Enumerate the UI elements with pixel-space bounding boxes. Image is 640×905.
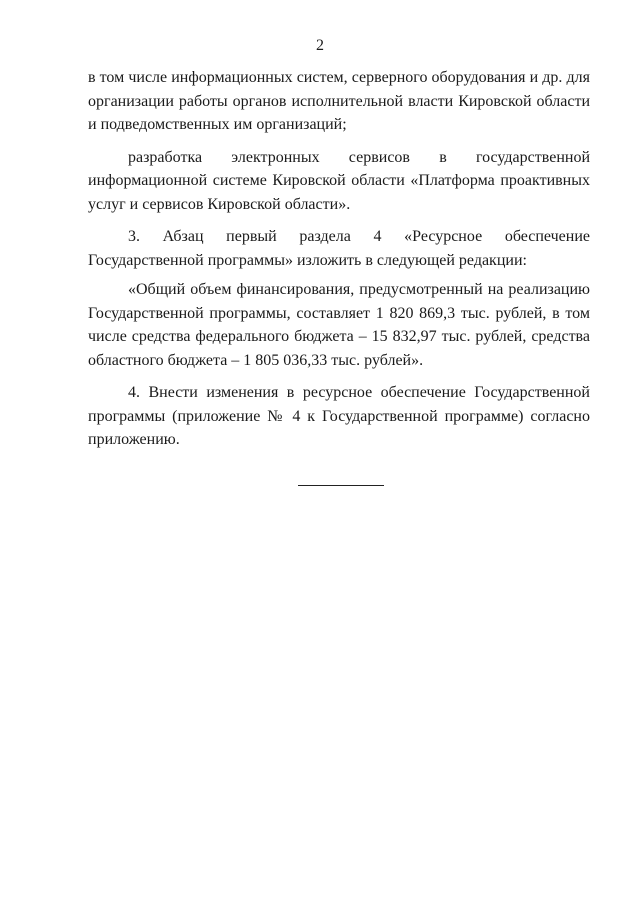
paragraph-item-4: 4. Внести изменения в ресурсное обеспечение Государственной программы (приложение № 4 к Государственной программе) согласно приложению. [88,384,590,448]
paragraph-item-3: 3. Абзац первый раздела 4 «Ресурсное обеспечение Государственной программы» изложить в следующей редакции: [88,228,590,269]
end-separator-line [298,485,384,486]
document-body [88,66,590,452]
paragraph-continuation: в том числе информационных систем, серверного оборудования и др. для организации работы органов исполнительной власти Кировской области и подведомственных им организаций; [88,69,590,133]
page-number: 2 [316,37,324,54]
paragraph-funding-quote: «Общий объем финансирования, предусмотренный на реализацию Государственной программы, составляет 1 820 869,3 тыс. рублей, в том числе средства федерального бюджета – 15 832,97 тыс. рублей, средства областного бюджета – 1 805 036,33 тыс. рублей». [88,281,590,369]
paragraph-electronic-services: разработка электронных сервисов в государственной информационной системе Кировской области «Платформа проактивных услуг и сервисов Кировской области». [88,148,590,213]
